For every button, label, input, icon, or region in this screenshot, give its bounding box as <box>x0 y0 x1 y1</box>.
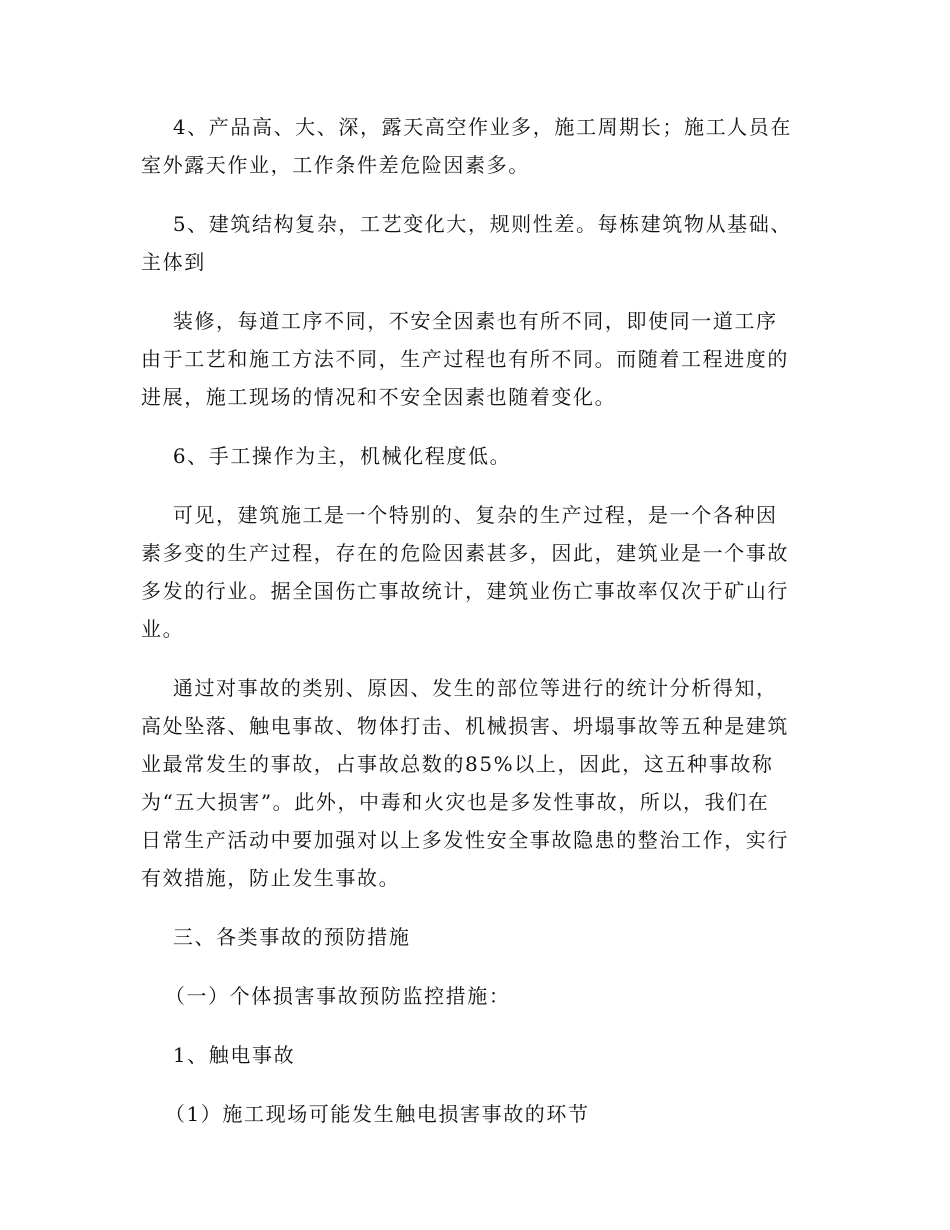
paragraph-five-hazards: 通过对事故的类别、原因、发生的部位等进行的统计分析得知， 高处坠落、触电事故、物体打击、机械损害、坍塌事故等五种是建筑 业最常发生的事故，占事故总数的85%以上，因此，这五种事故称 为“五大损害”。此外，中毒和火灾也是多发性事故，所以，我们在 日常生产活动中要加强对以上多发性安全事故隐患的整治工作，实行 有效措施，防止发生事故。 <box>141 676 789 890</box>
item-subheading-shock-links: （1）施工现场可能发生触电损害事故的环节 <box>141 1102 590 1126</box>
paragraph-gap <box>141 184 810 205</box>
paragraph-decoration-process: 装修，每道工序不同，不安全因素也有所不同，即使同一道工序 由于工艺和施工方法不同，生产过程也有所不同。而随着工程进度的 进展，施工现场的情况和不安全因素也随着变化。 <box>141 309 789 409</box>
paragraph-gap <box>141 1015 810 1036</box>
section-heading-prevention: 三、各类事故的预防措施 <box>141 925 411 949</box>
paragraph-gap <box>141 648 810 669</box>
paragraph-conclusion: 可见，建筑施工是一个特别的、复杂的生产过程，是一个各种因 素多变的生产过程，存在的危险因素甚多，因此，建筑业是一个事故 多发的行业。据全国伤亡事故统计，建筑业伤亡事故率仅次于矿山行 业。 <box>141 503 789 641</box>
paragraph-gap <box>141 1074 810 1095</box>
paragraph-item-4: 4、产品高、大、深，露天高空作业多，施工周期长；施工人员在 室外露天作业，工作条件差危险因素多。 <box>141 115 792 177</box>
paragraph-gap <box>141 956 810 977</box>
paragraph-gap <box>141 281 810 302</box>
paragraph-item-6: 6、手工操作为主，机械化程度低。 <box>141 444 512 468</box>
paragraph-gap <box>141 475 810 496</box>
paragraph-gap <box>141 416 810 437</box>
paragraph-gap <box>141 897 810 918</box>
paragraph-item-5: 5、建筑结构复杂，工艺变化大，规则性差。每栋建筑物从基础、 主体到 <box>141 212 792 274</box>
item-heading-electric-shock: 1、触电事故 <box>141 1043 296 1067</box>
subsection-heading-individual: （一）个体损害事故预防监控措施： <box>141 984 511 1008</box>
